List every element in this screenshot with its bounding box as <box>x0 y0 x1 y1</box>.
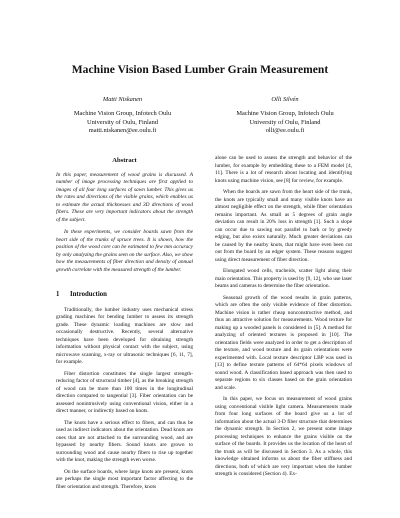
body-paragraph: Fiber distortion constitutes the single largest strength-reducing factor of structural timber [4], as the breaking strength of wood can be more than 100 times in the longitudinal direction compared to tangential [3]. Fiber orientation can be assessed nonintrusively using conventional vision, either in a direct manner, or indirectly based on knots. <box>56 370 193 414</box>
section-number: 1 <box>56 291 60 298</box>
paper-title: Machine Vision Based Lumber Grain Measurement <box>71 64 329 76</box>
body-paragraph: alone can be used to assess the strength and behavior of the lumber, for example by embedding these to a FEM model [4, 11]. There is a lot of research about locating and identifying knots using machine vision, see [8] for review, for example. <box>215 155 352 184</box>
author-name: Olli Silvén <box>271 96 299 103</box>
body-paragraph: Seasonal growth of the wood results in grain patterns, which are often the only visible evidence of fiber distortion. Machine vision is rather cheap nonconstructive method, and thus an attractive solution for measurements. Wood texture for making up a wooded panels is considered in [5]. A method for analyzing of oriented textures is proposed in [10]. The orientation fields were analyzed in order to get a description of the texture, and wood texture and its grain orientations were experimented with. Local texture descriptor LBP was used in [13] to define texture patterns of 64*64 pixels windows of sound wood. A classification based approach was then used to separate regions to six classes based on the grain orientation and scale. <box>215 294 352 391</box>
body-paragraph: On the surface boards, where large knots are present, knots are perhaps the single most important factor affecting to the fiber orientation and strength. Therefore, knots <box>56 468 193 490</box>
author-email: olli@ee.oulu.fi <box>265 127 305 135</box>
author-university: University of Oulu, Finland <box>249 118 321 126</box>
left-column <box>56 157 193 495</box>
right-column <box>215 155 352 483</box>
author-university: University of Oulu, Finland <box>86 118 158 126</box>
abstract-heading: Abstract <box>112 157 137 164</box>
body-paragraph: The knots have a serious effect to fibers, and can thus be used as indirect indicators about the orientation. Dead knots are ones that are not attached to the surrounding wood, and are bypassed by nearby fibers. Sound knots are grown to surrounding wood and cause nearby fibers to rise up together with the knot, making the strength even worse. <box>56 419 193 463</box>
author-block-1 <box>55 96 190 136</box>
abstract-paragraph: In this paper, measurement of wood grains is discussed. A number of image processing techniques are first applied to images of all four long surfaces of sawn lumber. This gives us the rates and directions of the visible grains, which enables us to estimate the actual thicknesses and 3D directions of wood fibers. These are very important indicators about the strength of the subject. <box>56 171 193 223</box>
author-name: Matti Niskanen <box>102 96 143 103</box>
section-title: Introduction <box>70 291 107 298</box>
abstract-paragraph: In these experiments, we consider boards sawn from the heart side of the trunks of spruce trees. It is shown, how the position of the wood core can be estimated to few mm accuracy by only analyzing the grains seen on the surface. Also, we show how the measurements of fiber direction and density of annual growth correlate with the measured strength of the lumber. <box>56 229 193 273</box>
author-block-2 <box>215 96 355 136</box>
body-paragraph: When the boards are sawn from the heart side of the trunk, the knots are typically small and many visible knots have an almost negligible effect on the strength, while fiber orientation remains important. As small as 5 degrees of grain angle deviation can result in 20% loss in strength [1]. Such a slope can occur due to sawing not parallel to bark or by greedy edging, but also exists naturally. Much greater deviations can be caused by the nearby knots, that might have even been cut out from the board by an edger system. These reasons suggest using direct measurement of fiber direction. <box>215 189 352 263</box>
body-paragraph: Elongated wood cells, tracheids, scatter light along their main orientation. This property is used by [9, 12], who use laser beams and cameras to determine the fiber orientation. <box>215 268 352 289</box>
author-email: matti.niskanen@ee.oulu.fi <box>88 127 157 135</box>
author-affiliation: Machine Vision Group, Infotech Oulu <box>236 110 334 118</box>
section-heading <box>56 291 193 299</box>
body-paragraph: Traditionally, the lumber industry uses mechanical stress grading machines for bending lumber to assess its strength grade. These dynamic loading machines are slow and occasionally destructive. Recently, several alternative techniques have been developed for obtaining strength information without physical contact with the subject, using microwave scanning, x-ray or ultrasonic techniques [6, 11, 7], for example. <box>56 306 193 365</box>
body-paragraph: In this paper, we focus on measurement of wood grains using conventional visible light camera. Measurements made from four long surfaces of the board give us a lot of information about the actual 3-D fiber structure that determines the dynamic strength. In Section 2, we present some image processing techniques to enhance the grains visible on the surface of the boards. It provides us the location of the heart of the trunk as will be discussed in Section 3. As a whole, this knowledge obtained informs us about the fiber stiffness and directions, both of which are very important when the lumber strength is considered (Section 4). Ex- <box>215 396 352 477</box>
author-affiliation: Machine Vision Group, Infotech Oulu <box>73 110 172 118</box>
